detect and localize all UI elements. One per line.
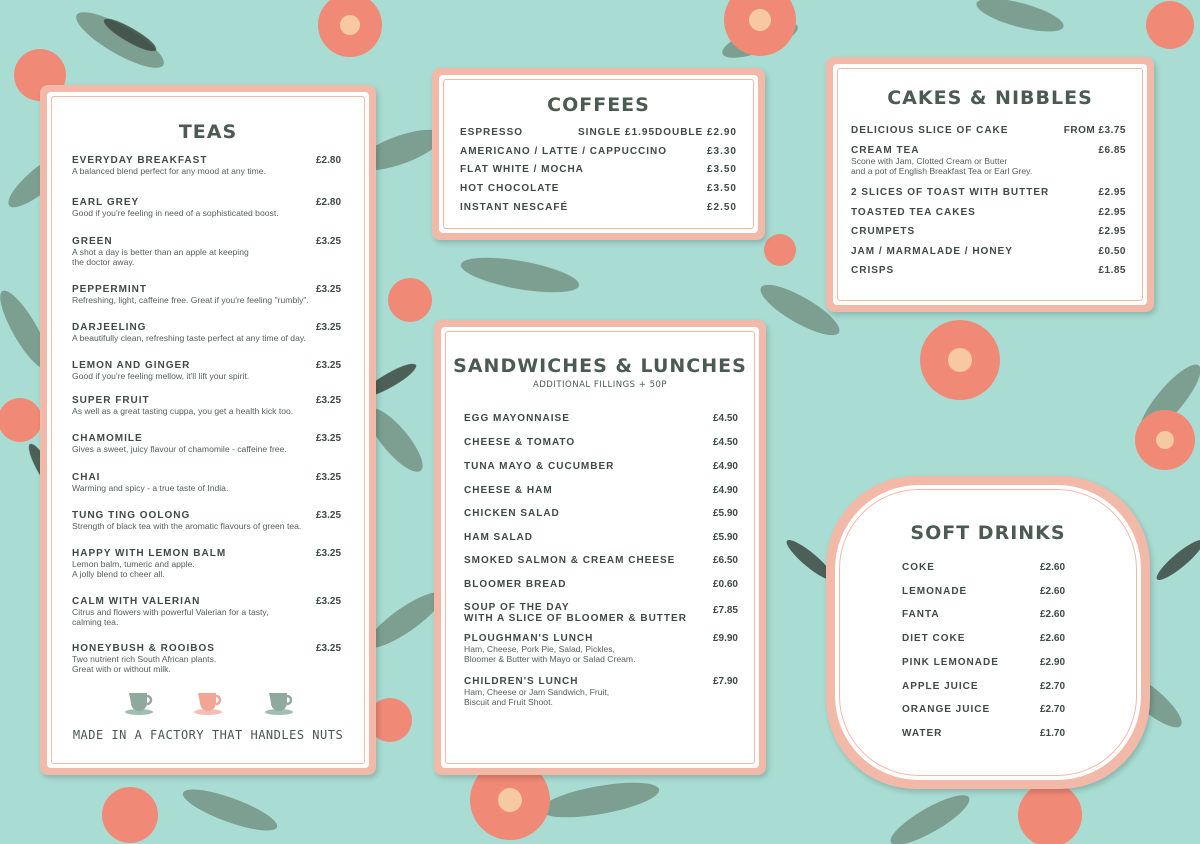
- cake-name: DELICIOUS SLICE OF CAKE: [851, 125, 1009, 136]
- tea-price: £3.25: [316, 548, 342, 559]
- drink-name: WATER: [902, 727, 943, 739]
- tea-name: CALM WITH VALERIAN: [72, 596, 201, 607]
- cake-price: £6.85: [1098, 145, 1126, 156]
- tea-description: A shot a day is better than an apple at keeping: [72, 247, 249, 257]
- cake-price: £1.85: [1098, 265, 1126, 276]
- tea-price: £3.25: [316, 395, 342, 406]
- teas-card: [40, 85, 376, 775]
- drink-name: COKE: [902, 562, 935, 573]
- tea-description: Two nutrient rich South African plants.: [72, 654, 217, 664]
- tea-name: DARJEELING: [72, 322, 147, 333]
- sandwich-description: Ham, Cheese, Pork Pie, Salad, Pickles,: [464, 644, 615, 654]
- coffees-title: COFFEES: [547, 94, 650, 116]
- tea-description: Warming and spicy - a true taste of India.: [72, 483, 229, 493]
- sandwiches-title: SANDWICHES & LUNCHES: [453, 355, 747, 377]
- tea-price: £3.25: [316, 360, 342, 371]
- sandwich-description: Bloomer & Butter with Mayo or Salad Cream.: [464, 654, 636, 664]
- tea-name: HONEYBUSH & ROOIBOS: [72, 643, 215, 654]
- tea-name: PEPPERMINT: [72, 284, 148, 295]
- tea-name: EARL GREY: [72, 197, 140, 208]
- drink-name: APPLE JUICE: [902, 680, 979, 692]
- sandwich-price: £4.90: [712, 461, 738, 472]
- tea-name: CHAMOMILE: [72, 433, 143, 444]
- drink-price: £1.70: [1040, 727, 1066, 739]
- sandwich-price: £7.85: [712, 605, 738, 616]
- sandwich-description: Ham, Cheese or Jam Sandwich, Fruit,: [464, 687, 610, 697]
- sandwich-price: £9.90: [712, 633, 738, 644]
- drink-name: PINK LEMONADE: [902, 656, 999, 668]
- tea-description: Refreshing, light, caffeine free. Great if you're feeling "rumbly".: [72, 295, 309, 305]
- tea-name: SUPER FRUIT: [72, 395, 150, 406]
- cake-name: CREAM TEA: [851, 145, 920, 156]
- tea-price: £3.25: [316, 284, 342, 295]
- nuts-warning: MADE IN A FACTORY THAT HANDLES NUTS: [72, 728, 344, 742]
- tea-description: Good if you're feeling mellow, it'll lift your spirit.: [72, 371, 250, 381]
- tea-name: EVERYDAY BREAKFAST: [72, 155, 208, 166]
- cake-price: £2.95: [1098, 187, 1126, 198]
- tea-price: £3.25: [316, 510, 342, 521]
- tea-name: TUNG TING OOLONG: [72, 510, 191, 521]
- tea-description: Strength of black tea with the aromatic flavours of green tea.: [72, 521, 302, 531]
- drink-name: LEMONADE: [902, 585, 968, 597]
- cake-price: £2.95: [1098, 207, 1126, 218]
- coffees-card: [432, 68, 765, 240]
- sandwich-price: £0.60: [712, 579, 738, 590]
- coffee-price: £3.50: [706, 164, 737, 175]
- tea-description: A beautifully clean, refreshing taste perfect at any time of day.: [72, 333, 306, 343]
- drink-price: £2.60: [1040, 562, 1066, 573]
- cake-name: TOASTED TEA CAKES: [851, 207, 976, 218]
- sandwiches-subtitle: ADDITIONAL FILLINGS + 50P: [532, 380, 668, 390]
- cake-name: CRISPS: [851, 265, 895, 276]
- drink-price: £2.60: [1040, 585, 1066, 597]
- tea-price: £3.25: [316, 433, 342, 444]
- coffee-price: DOUBLE £2.90: [654, 127, 737, 138]
- sandwich-name: SMOKED SALMON & CREAM CHEESE: [464, 555, 676, 566]
- teacup-pink-icon: [193, 685, 225, 722]
- tea-description: Citrus and flowers with powerful Valerian for a tasty,: [72, 607, 269, 617]
- cakes-card: [826, 57, 1154, 312]
- teas-title: TEAS: [178, 121, 238, 143]
- sandwich-price: £6.50: [712, 555, 738, 566]
- tea-description: Great with or without milk.: [72, 664, 171, 674]
- tea-price: £2.80: [316, 197, 342, 208]
- drink-name: FANTA: [902, 609, 940, 621]
- sandwich-description: Biscuit and Fruit Shoot.: [464, 697, 553, 707]
- tea-description: As well as a great tasting cuppa, you get a health kick too.: [72, 406, 294, 416]
- coffee-price: £2.50: [706, 202, 737, 213]
- tea-description: the doctor away.: [72, 257, 135, 267]
- drink-price: £2.70: [1040, 680, 1066, 692]
- tea-price: £3.25: [316, 596, 342, 607]
- sandwiches-card: [434, 320, 766, 775]
- sandwich-price: £5.90: [712, 508, 738, 519]
- cake-price: £2.95: [1098, 226, 1126, 237]
- tea-name: HAPPY WITH LEMON BALM: [72, 548, 227, 559]
- teacup-grey-icon: [264, 685, 296, 722]
- drink-price: £2.90: [1040, 656, 1066, 668]
- tea-price: £2.80: [316, 155, 342, 166]
- tea-description: calming tea.: [72, 617, 119, 627]
- sandwich-name: SOUP OF THE DAY: [464, 602, 570, 613]
- sandwich-price: £4.50: [712, 413, 738, 424]
- drink-price: £2.60: [1040, 609, 1066, 621]
- tea-price: £3.25: [316, 322, 342, 333]
- cake-price: £0.50: [1098, 246, 1126, 257]
- cakes-title: CAKES & NIBBLES: [887, 87, 1093, 109]
- cake-description: Scone with Jam, Clotted Cream or Butter: [851, 156, 1008, 166]
- drink-name: DIET COKE: [902, 633, 966, 645]
- sandwich-name: CHEESE & HAM: [464, 485, 553, 496]
- coffee-name: FLAT WHITE / MOCHA: [460, 164, 584, 175]
- tea-description: Gives a sweet, juicy flavour of chamomile - caffeine free.: [72, 444, 287, 454]
- coffee-name: ESPRESSO: [460, 127, 524, 138]
- sandwich-name-line2: WITH A SLICE OF BLOOMER & BUTTER: [464, 613, 687, 624]
- cake-price: FROM £3.75: [1063, 125, 1126, 136]
- sandwich-name: BLOOMER BREAD: [464, 579, 567, 590]
- tea-price: £3.25: [316, 643, 342, 654]
- sandwich-name: CHEESE & TOMATO: [464, 437, 576, 448]
- coffee-name: INSTANT NESCAFÉ: [460, 202, 569, 213]
- cake-name: CRUMPETS: [851, 226, 916, 237]
- teacup-grey-icon: [124, 685, 156, 722]
- sandwich-name: EGG MAYONNAISE: [464, 413, 570, 424]
- sandwich-name: CHICKEN SALAD: [464, 508, 560, 519]
- tea-description: A balanced blend perfect for any mood at any time.: [72, 166, 266, 176]
- cake-description: and a pot of English Breakfast Tea or Earl Grey.: [851, 166, 1033, 176]
- sandwich-name: TUNA MAYO & CUCUMBER: [464, 461, 615, 472]
- soft-drinks-title: SOFT DRINKS: [910, 522, 1066, 544]
- tea-price: £3.25: [316, 472, 342, 483]
- tea-price: £3.25: [316, 236, 342, 247]
- tea-name: LEMON AND GINGER: [72, 360, 191, 371]
- coffee-name: HOT CHOCOLATE: [460, 183, 560, 194]
- sandwich-name: PLOUGHMAN'S LUNCH: [464, 633, 594, 644]
- coffee-single-price: SINGLE £1.95: [578, 127, 656, 138]
- sandwich-name: HAM SALAD: [464, 532, 533, 543]
- coffee-price: £3.30: [706, 146, 737, 157]
- sandwich-price: £7.90: [712, 676, 738, 687]
- tea-name: CHAI: [72, 472, 101, 483]
- drink-price: £2.70: [1040, 704, 1066, 716]
- drink-name: ORANGE JUICE: [902, 704, 991, 716]
- cake-name: JAM / MARMALADE / HONEY: [851, 246, 1013, 257]
- tea-description: Lemon balm, tumeric and apple.: [72, 559, 195, 569]
- sandwich-price: £5.90: [712, 532, 738, 543]
- sandwich-price: £4.50: [712, 437, 738, 448]
- tea-description: Good if you're feeling in need of a sophisticated boost.: [72, 208, 279, 218]
- coffee-price: £3.50: [706, 183, 737, 194]
- tea-description: A jolly blend to cheer all.: [72, 569, 165, 579]
- drink-price: £2.60: [1040, 633, 1066, 645]
- cake-name: 2 SLICES OF TOAST WITH BUTTER: [851, 187, 1050, 198]
- sandwich-price: £4.90: [712, 485, 738, 496]
- tea-name: GREEN: [72, 236, 113, 247]
- coffee-name: AMERICANO / LATTE / CAPPUCCINO: [460, 146, 668, 157]
- sandwich-name: CHILDREN'S LUNCH: [464, 676, 579, 687]
- soft-drinks-card: [826, 476, 1150, 789]
